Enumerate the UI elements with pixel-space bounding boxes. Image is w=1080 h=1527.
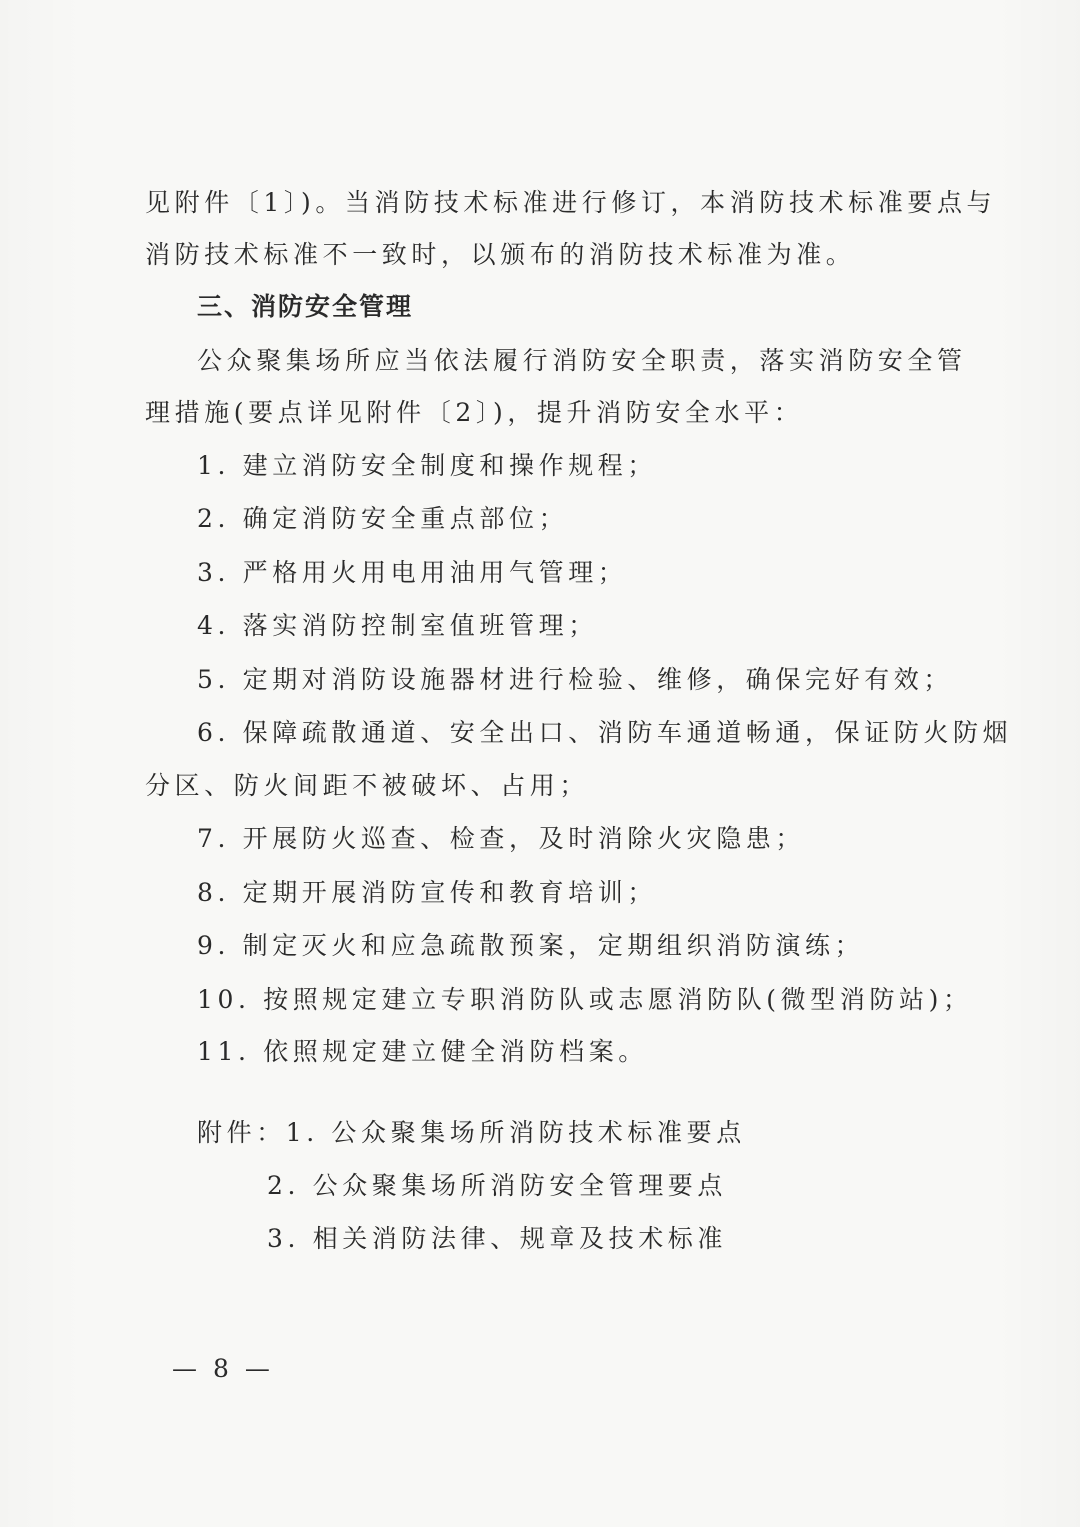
para1-line1: 见附件〔1〕)。当消防技术标准进行修订，本消防技术标准要点与 (145, 188, 997, 217)
list-item-8: 8. 定期开展消防宣传和教育培训； (197, 878, 658, 907)
list-item-9: 9. 制定灭火和应急疏散预案，定期组织消防演练； (197, 931, 865, 960)
page-footer (172, 1352, 272, 1386)
list-item-2: 2. 确定消防安全重点部位； (197, 504, 569, 533)
attachment-line-3: 3. 相关消防法律、规章及技术标准 (267, 1224, 728, 1253)
section3-heading: 三、消防安全管理 (197, 292, 414, 321)
list-item-6-cont: 分区、防火间距不被破坏、占用； (145, 771, 590, 800)
para1-line2: 消防技术标准不一致时，以颁布的消防技术标准为准。 (145, 240, 856, 269)
list-item-4: 4. 落实消防控制室值班管理； (197, 611, 598, 640)
para2-line1: 公众聚集场所应当依法履行消防安全职责，落实消防安全管 (197, 346, 967, 375)
list-item-1: 1. 建立消防安全制度和操作规程； (197, 451, 658, 480)
page-number: 8 (213, 1354, 231, 1383)
footer-dash-left: — (172, 1354, 199, 1383)
list-item-5: 5. 定期对消防设施器材进行检验、维修，确保完好有效； (197, 665, 954, 694)
footer-dash-right: — (244, 1354, 272, 1383)
para2-line2: 理措施(要点详见附件〔2〕)，提升消防安全水平： (145, 398, 804, 427)
list-item-10: 10. 按照规定建立专职消防队或志愿消防队(微型消防站)； (197, 985, 973, 1014)
list-item-3: 3. 严格用火用电用油用气管理； (197, 558, 628, 587)
attachment-line-1: 附件：1. 公众聚集场所消防技术标准要点 (197, 1118, 746, 1147)
list-item-11: 11. 依照规定建立健全消防档案。 (197, 1037, 648, 1066)
attachment-line-2: 2. 公众聚集场所消防安全管理要点 (267, 1171, 728, 1200)
list-item-6: 6. 保障疏散通道、安全出口、消防车通道畅通，保证防火防烟 (197, 718, 1013, 747)
list-item-7: 7. 开展防火巡查、检查，及时消除火灾隐患； (197, 824, 806, 853)
